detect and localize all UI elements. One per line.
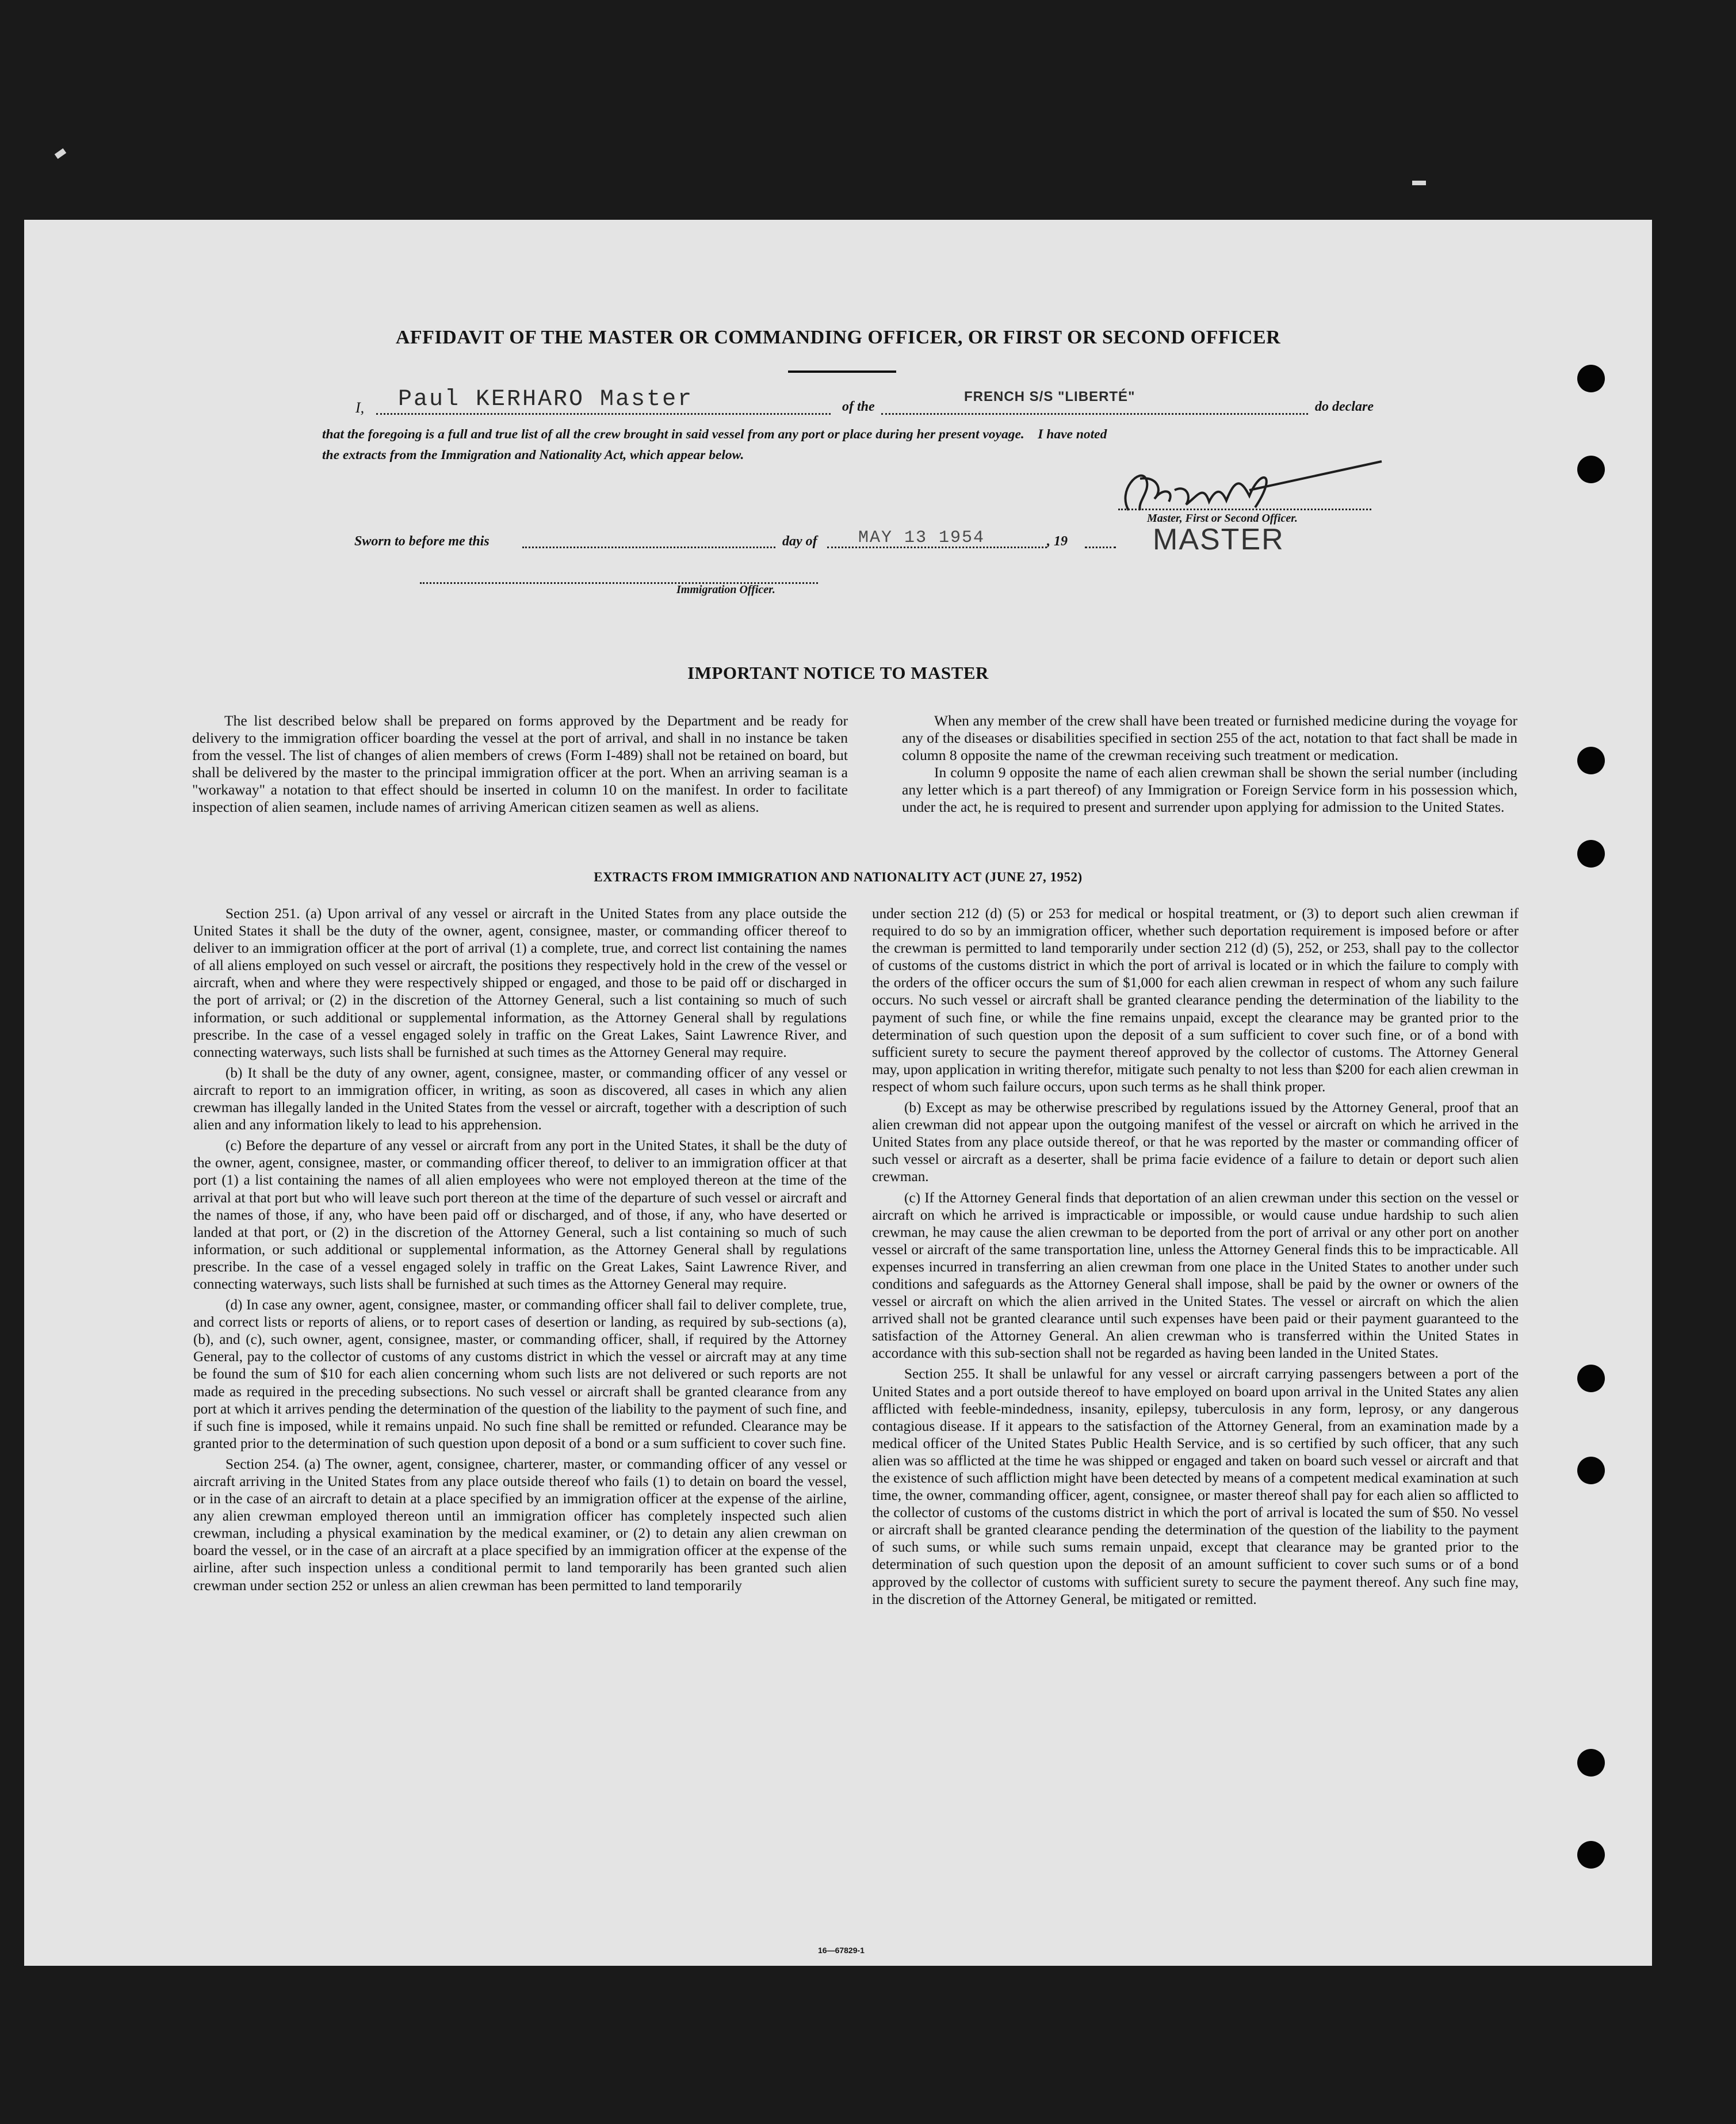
section-251a: Section 251. (a) Upon arrival of any vessel or aircraft in the United States from any place outside the United States it shall be the duty of the owner, agent, consignee, master, or commanding officer thereof to deliver to an immigration officer at the port of arrival (1) a complete, true, and correct list containing the names of all aliens employed on such vessel or aircraft, the positions they respectively hold in the crew of the vessel or aircraft, when and where they were respectively shipped or engaged, and those to be paid off or discharged in the port of arrival; or (2) in the discretion of the Attorney General, such a list containing so much of such information, or such additional or supplemental information, as the Attorney General shall by regulations prescribe. In the case of a vessel engaged solely in traffic on the Great Lakes, Saint Lawrence River, and connecting waterways, such lists shall be furnished at such times as the Attorney General may require. bbox=[193, 906, 847, 1060]
notice-right-paragraphs bbox=[902, 712, 1517, 816]
year-label: , 19 bbox=[1047, 534, 1068, 549]
extracts-left-column bbox=[193, 906, 847, 1598]
sworn-date-field: MAY 13 1954 bbox=[858, 528, 985, 548]
declaration-text-2: the extracts from the Immigration and Nationality Act, which appear below. bbox=[322, 448, 744, 463]
section-255: Section 255. It shall be unlawful for any vessel or aircraft carrying passengers between a port of the United States and a port outside thereof to have employed on board upon arrival in the United States any alien afflicted with feeble-mindedness, insanity, epilepsy, tuberculosis in any form, leprosy, or any dangerous contagious disease. If it appears to the satisfaction of the Attorney General, from an examination made by a medical officer of the United States Public Health Service, and is so certified by such officer, that any such alien was so afflicted at the time he was shipped or engaged and taken on board such vessel or aircraft and that the existence of such affliction might have been detected by means of a competent medical examination at such time, the owner, commanding officer, agent, consignee, or master thereof shall pay for each alien so afflicted to the collector of customs of the customs district in which the port of arrival is located the sum of $50. No vessel or aircraft shall be granted clearance pending the determination of the question of the liability to the payment of such sums, or while such sums remain unpaid, except that clearance may be granted prior to the determination of such question upon the deposit of an amount sufficient to cover such sums or of a bond approved by the collector of customs with sufficient surety to secure the payment thereof. Any such fine may, in the discretion of the Attorney General, be mitigated or remitted. bbox=[872, 1366, 1519, 1607]
signature-line bbox=[1118, 509, 1371, 510]
section-251c: (c) Before the departure of any vessel or aircraft from any port in the United States, it shall be the duty of the owner, agent, consignee, master, or commanding officer thereof, to deliver to an immigration officer at that port (1) a list containing the names of all alien employees who were not employed thereon at the time of the arrival at that port but who will leave such port thereon at the time of the departure of such vessel or aircraft and the names of those, if any, who have been paid off or discharged, and of those, if any, who have deserted or landed at that port, or (2) in the discretion of the Attorney General, such a list containing so much of such information, or such additional or supplemental information, as the Attorney General shall by regulations prescribe. In the case of a vessel engaged solely in traffic on the Great Lakes, Saint Lawrence River, and connecting waterways, such lists shall be furnished at such times as the Attorney General may require. bbox=[193, 1138, 847, 1292]
film-speck bbox=[55, 148, 66, 159]
affidavit-page bbox=[24, 220, 1652, 1966]
sworn-label: Sworn to before me this bbox=[354, 534, 490, 549]
notice-left-text: The list described below shall be prepared on forms approved by the Department and be ready for delivery to the immigration officer boarding the vessel at the port of arrival, and shall in no instance be taken from the vessel. The list of changes of alien members of crews (Form I-489) shall not be retained on board, but shall be delivered by the master to the principal immigration officer at the port. When an arriving seaman is a "workaway" a notation to that effect should be inserted in column 10 on the manifest. In order to facilitate inspection of alien seamen, include names of arriving American citizen seamen as well as aliens. bbox=[192, 712, 848, 815]
of-the-label: of the bbox=[842, 399, 875, 414]
section-254a: Section 254. (a) The owner, agent, consignee, charterer, master, or commanding officer of any vessel or aircraft arriving in the United States from any place outside thereof who fails (1) to detain on board the vessel, or in the case of an aircraft to detain at a place specified by an immigration officer at the expense of the airline, any alien crewman employed thereon until an immigration officer has completely inspected such alien crewman, including a physical examination by the medical examiner, or (2) to detain any alien crewman on board the vessel, or in the case of an aircraft at a place specified by an immigration officer at the expense of the airline, after such inspection unless a conditional permit to land temporarily has been granted such alien crewman under section 252 or unless an alien crewman has been permitted to land temporarily bbox=[193, 1456, 847, 1594]
vessel-line bbox=[881, 413, 1308, 415]
extracts-title: EXTRACTS FROM IMMIGRATION AND NATIONALITY ACT (JUNE 27, 1952) bbox=[594, 870, 1083, 884]
film-speck bbox=[1412, 181, 1426, 185]
year-line bbox=[1085, 547, 1116, 548]
signature-caption: Master, First or Second Officer. bbox=[1147, 512, 1298, 525]
notice-right-text-1: When any member of the crew shall have been treated or furnished medicine during the voyage for any of the diseases or disabilities specified in section 255 of the act, notation to that fact shall be made in column 8 opposite the name of the crewman receiving such treatment or medication. bbox=[902, 712, 1517, 763]
section-254a-continued: under section 212 (d) (5) or 253 for medical or hospital treatment, or (3) to deport such alien crewman if required to do so by an immigration officer, whether such deportation requirement is imposed before or after the crewman is permitted to land temporarily under section 212 (d) (5), 252, or 253, shall pay to the collector of customs of the customs district in which the port of arrival is located or in which the failure to comply with the orders of the officer occurs the sum of $1,000 for each alien crewman in respect of whom any such failure occurs. No such vessel or aircraft shall be granted clearance pending the determination of the liability to the payment of such fine, or while the fine remains unpaid, except the clearance may be granted prior to the determination of such question upon the deposit of a sum sufficient to cover such fine, or of a bond with sufficient surety to secure the payment thereof approved by the collector of customs. The Attorney General may, upon application in writing therefor, mitigate such penalty to not less than $200 for each alien crewman in respect of whom such failure occurs, upon such terms as he shall think proper. bbox=[872, 906, 1519, 1095]
notice-right-text-2: In column 9 opposite the name of each alien crewman shall be shown the serial number (including any letter which is a part thereof) of any Immigration or Foreign Service form in his possession which, under the act, he is required to present and surrender upon applying for admission to the United States. bbox=[902, 764, 1517, 815]
declaration-text-1: that the foregoing is a full and true list of all the crew brought in said vessel from any port or place during her present voyage. I have noted bbox=[322, 427, 1107, 442]
notice-left-paragraph bbox=[192, 712, 848, 816]
affidavit-title: AFFIDAVIT OF THE MASTER OR COMMANDING OFFICER, OR FIRST OR SECOND OFFICER bbox=[395, 327, 1281, 348]
master-stamp: MASTER bbox=[1153, 523, 1284, 556]
binder-hole bbox=[1577, 840, 1605, 868]
master-name-field: Paul KERHARO Master bbox=[398, 387, 694, 412]
i-label: I, bbox=[355, 399, 365, 416]
title-rule bbox=[788, 370, 896, 373]
sworn-day-line bbox=[522, 547, 775, 548]
extracts-right-column bbox=[872, 906, 1519, 1612]
binder-hole bbox=[1577, 365, 1605, 392]
do-declare-label: do declare bbox=[1315, 399, 1374, 414]
officer-caption: Immigration Officer. bbox=[676, 583, 775, 596]
binder-hole bbox=[1577, 1457, 1605, 1484]
binder-hole bbox=[1577, 456, 1605, 483]
form-code: 16—67829-1 bbox=[818, 1946, 865, 1955]
binder-hole bbox=[1577, 747, 1605, 774]
name-line bbox=[376, 413, 831, 415]
binder-hole bbox=[1577, 1365, 1605, 1392]
vessel-name-field: FRENCH S/S "LIBERTÉ" bbox=[964, 389, 1135, 404]
section-251d: (d) In case any owner, agent, consignee, master, or commanding officer shall fail to deliver complete, true, and correct lists or reports of aliens, or to report cases of desertion or landing, as required by sub-sections (a), (b), and (c), such owner, agent, consignee, master, or commanding officer, shall, if required by the Attorney General, pay to the collector of customs of any customs district in which the vessel or aircraft may at any time be found the sum of $10 for each alien concerning whom such lists are not delivered or such reports are not made as required in the preceding subsections. No such vessel or aircraft shall be granted clearance from any port at which it arrives pending the determination of the question of the liability to the payment of such fine, and if such fine is imposed, while it remains unpaid. No such fine shall be remitted or refunded. Clearance may be granted prior to the determination of such question upon deposit of a bond or a sum sufficient to cover such fine. bbox=[193, 1297, 847, 1451]
binder-hole bbox=[1577, 1749, 1605, 1777]
notice-title: IMPORTANT NOTICE TO MASTER bbox=[687, 663, 989, 683]
day-of-label: day of bbox=[782, 534, 817, 549]
section-251b: (b) It shall be the duty of any owner, agent, consignee, master, or commanding officer of any vessel or aircraft to report to an immigration officer, in writing, as soon as discovered, all cases in which any alien crewman has illegally landed in the United States from the vessel or aircraft, together with a description of such alien and any information likely to lead to his apprehension. bbox=[193, 1065, 847, 1133]
section-254c: (c) If the Attorney General finds that deportation of an alien crewman under this section on the vessel or aircraft on which he arrived is impracticable or impossible, or would cause undue hardship to such alien crewman, he may cause the alien crewman to be deported from the port of arrival or any other port on another vessel or aircraft of the same transportation line, unless the Attorney General finds this to be impracticable. All expenses incurred in transferring an alien crewman from one place in the United States to another under such conditions and safeguards as the Attorney General shall impose, shall be paid by the owner or owners of the vessel or aircraft on which the alien arrived in the United States. The vessel or aircraft on which the alien arrived shall not be granted clearance until such expenses have been paid or their payment guaranteed to the satisfaction of the Attorney General. An alien crewman who is transferred within the United States in accordance with this sub-section shall not be regarded as having been landed in the United States. bbox=[872, 1190, 1519, 1362]
section-254b: (b) Except as may be otherwise prescribed by regulations issued by the Attorney General, proof that an alien crewman did not appear upon the outgoing manifest of the vessel or aircraft on which he arrived in the United States from any place outside thereof, or that he was reported by the master or commanding officer of such vessel or aircraft as a deserter, shall be prima facie evidence of a failure to detain or deport such alien crewman. bbox=[872, 1100, 1519, 1185]
binder-hole bbox=[1577, 1841, 1605, 1869]
